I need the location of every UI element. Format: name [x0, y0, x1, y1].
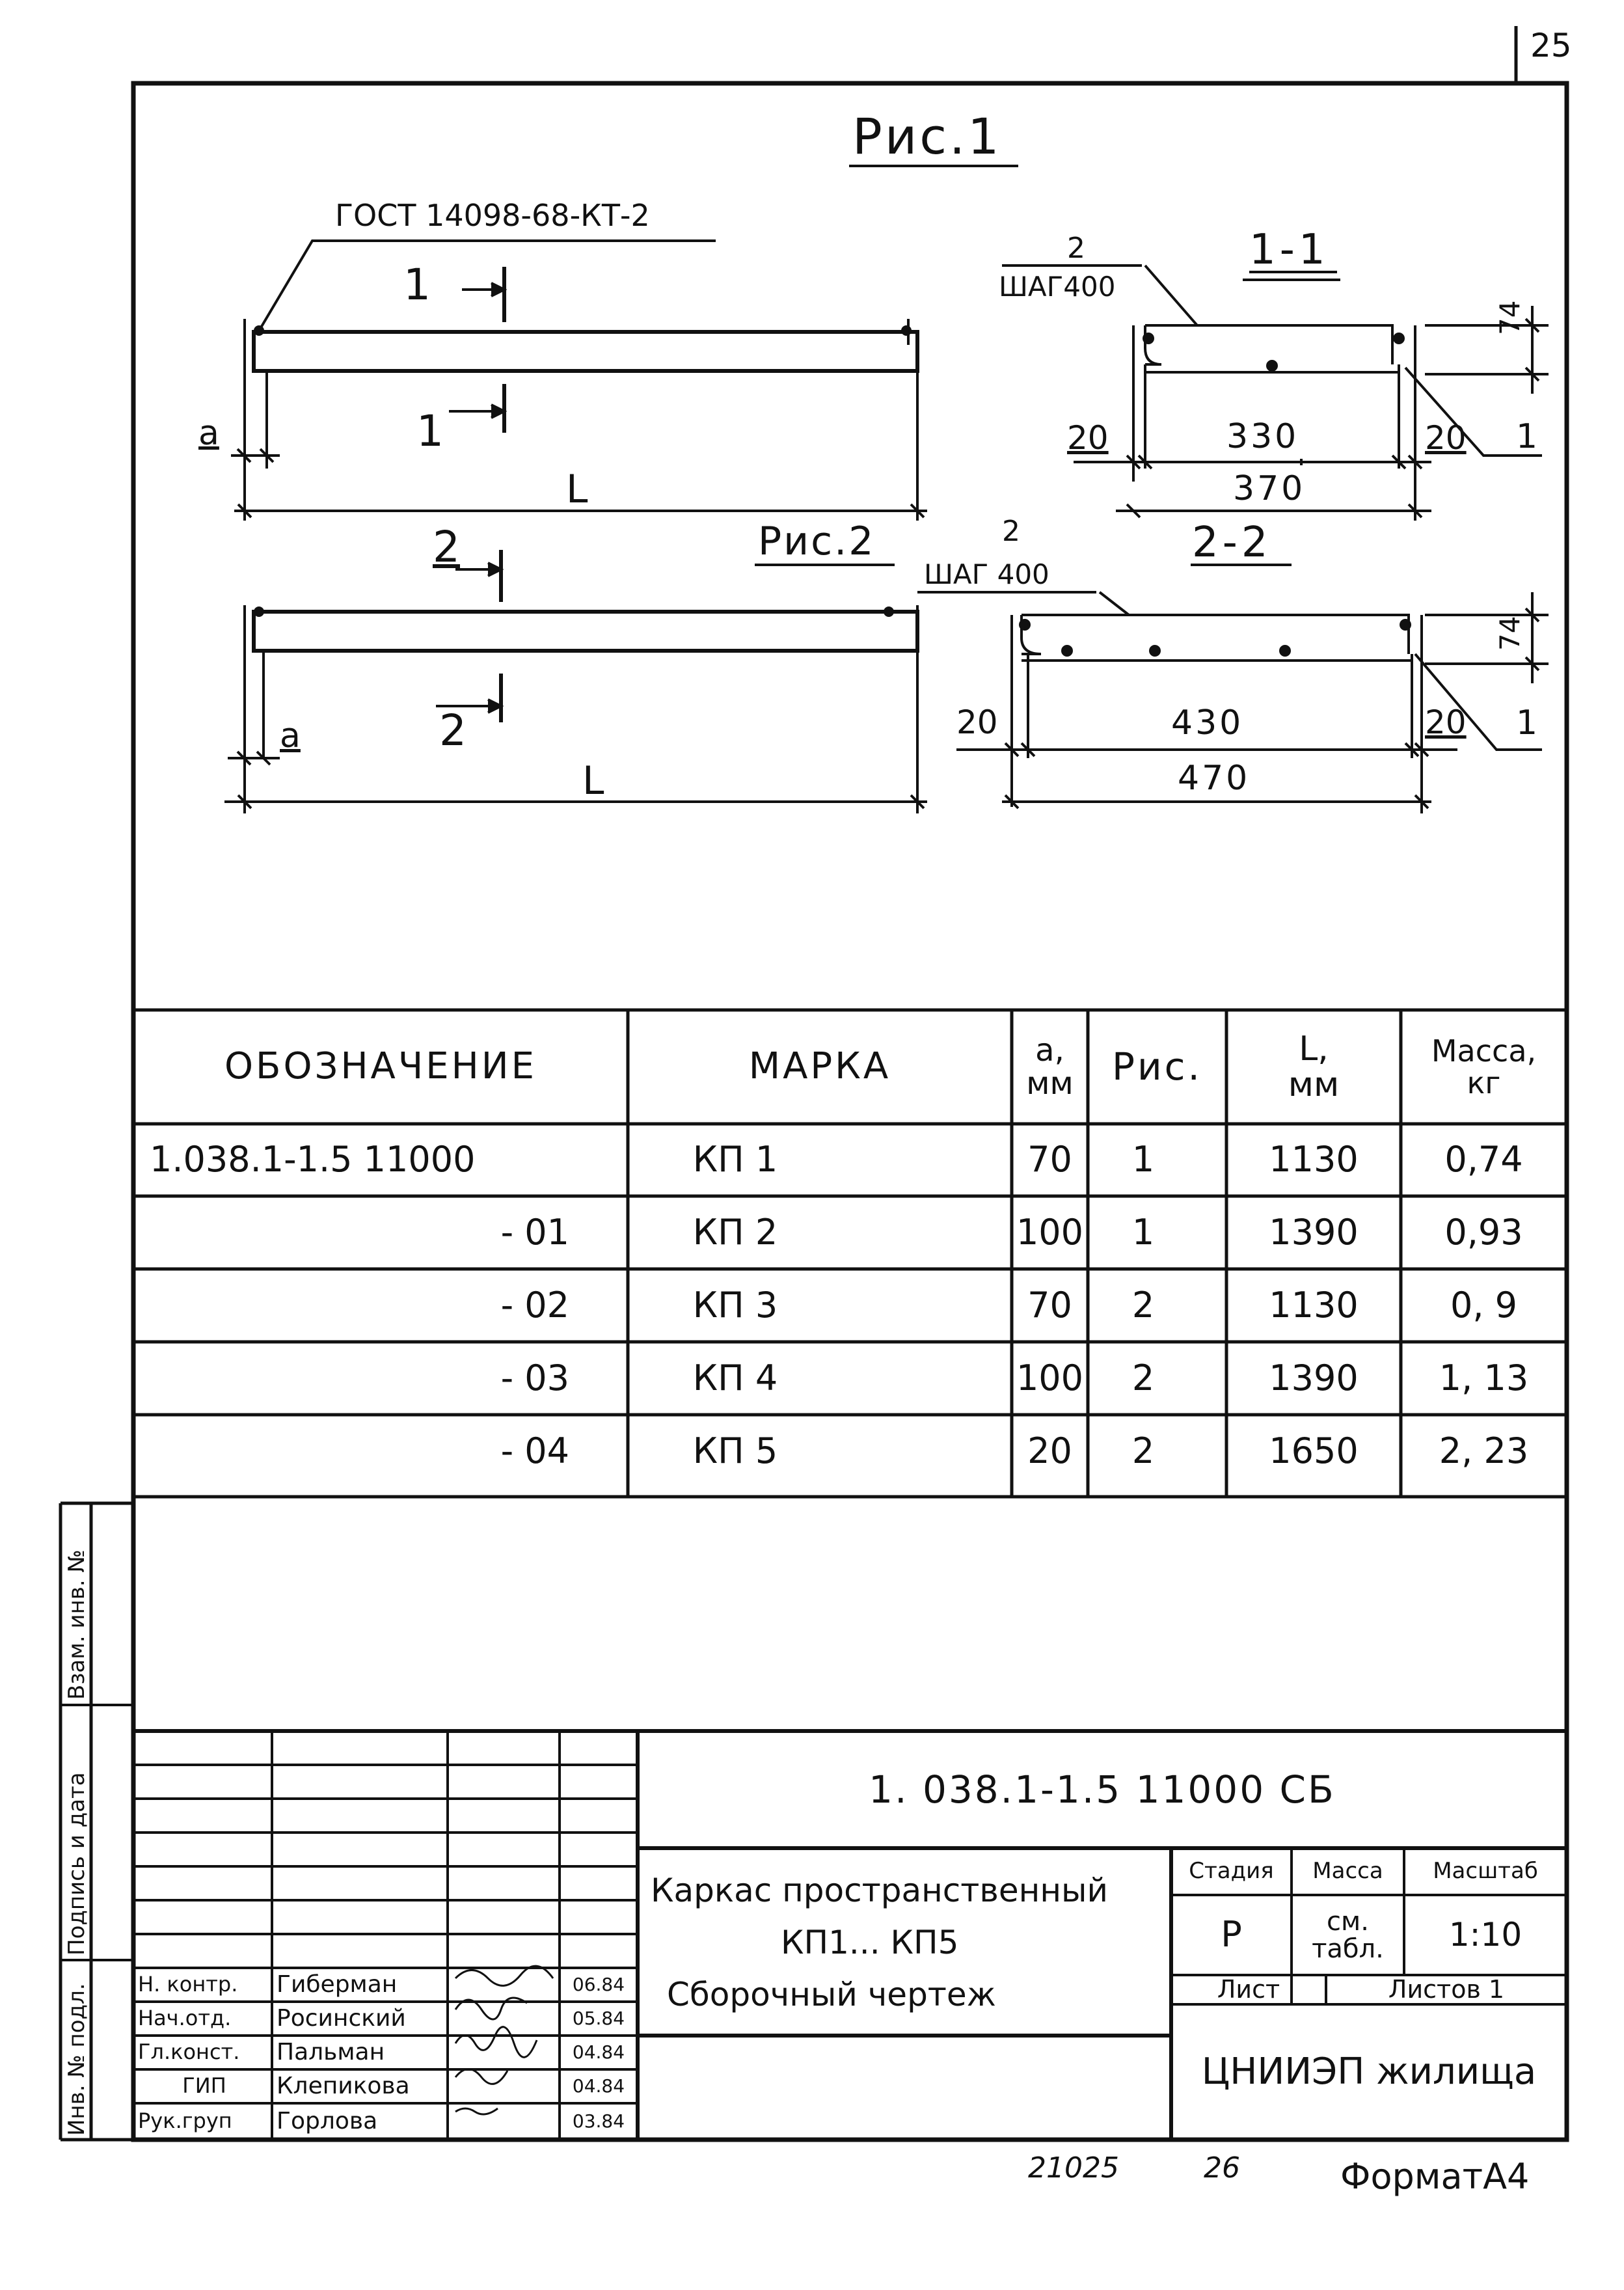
section-1-1-step: ШАГ400 [999, 271, 1116, 303]
stamp-inv-original: Инв. № подл. [64, 1983, 90, 2136]
stage-value: Р [1221, 1914, 1242, 1956]
product-name-line-1: Каркас пространственный [651, 1872, 1109, 1909]
gost-label: ГОСТ 14098-68-КТ-2 [335, 198, 650, 233]
fig1-cut-top-label: 1 [403, 260, 431, 310]
section-2-2-right-item: 1 [1516, 703, 1538, 743]
signer-3-role: Гл.конст. [138, 2039, 240, 2065]
section-1-1-inner: 330 [1226, 417, 1299, 456]
footer-format: ФорматА4 [1340, 2156, 1530, 2197]
signer-2-date: 05.84 [572, 2008, 625, 2030]
fig1-dim-a: a [198, 414, 219, 453]
header-fig: Рис. [1112, 1044, 1202, 1089]
document-code: 1. 038.1-1.5 11000 СБ [869, 1767, 1336, 1812]
signer-5-name: Горлова [277, 2108, 378, 2135]
section-1-1-right-item: 1 [1516, 417, 1538, 456]
section-1-1-left-gap: 20 [1067, 419, 1109, 457]
header-a [1012, 1010, 1088, 1124]
row-2-a: 100 [1016, 1211, 1084, 1253]
section-1-1-item: 2 [1067, 232, 1085, 265]
section-2-2-step: ШАГ 400 [924, 558, 1049, 590]
footer-page-number: 26 [1204, 2151, 1240, 2185]
row-3-mass: 0, 9 [1450, 1284, 1518, 1326]
signer-2-role: Нач.отд. [138, 2006, 232, 2031]
scale-label: Масштаб [1433, 1858, 1538, 1885]
section-2-2-overall: 470 [1178, 759, 1251, 798]
header-a-unit: мм [1026, 1065, 1074, 1102]
sheet-label: Лист [1217, 1974, 1280, 2004]
section-1-1-right-gap: 20 [1425, 419, 1467, 457]
row-3-mark: КП 3 [692, 1284, 778, 1326]
sheets-count: Листов 1 [1388, 1974, 1505, 2004]
signer-3-name: Пальман [277, 2039, 385, 2066]
row-5-fig: 2 [1131, 1430, 1155, 1471]
row-4-mark: КП 4 [692, 1357, 778, 1398]
signer-4-date: 04.84 [572, 2075, 625, 2097]
header-mark: МАРКА [748, 1045, 891, 1088]
row-3-designation: - 02 [500, 1284, 569, 1326]
row-5-mark: КП 5 [692, 1430, 778, 1471]
header-mass-label: Масса, [1431, 1033, 1537, 1069]
mass-value-line-2: табл. [1312, 1933, 1384, 1964]
signer-1-role: Н. контр. [138, 1972, 238, 1997]
organization-name: ЦНИИЭП жилища [1201, 2050, 1537, 2093]
section-2-2-left-gap: 20 [956, 703, 998, 741]
fig2-elevation [224, 550, 927, 813]
row-4-L: 1390 [1269, 1357, 1359, 1398]
page-corner-number: 25 [1530, 27, 1572, 64]
figure-2-title: Рис.2 [758, 519, 876, 564]
mass-value-line-1: см. [1327, 1906, 1369, 1937]
row-4-a: 100 [1016, 1357, 1084, 1398]
mass-value [1292, 1895, 1404, 1975]
section-2-2-right-gap: 20 [1425, 703, 1467, 741]
product-name-line-2: КП1... КП5 [781, 1924, 959, 1961]
row-5-a: 20 [1027, 1430, 1072, 1471]
stage-label: Стадия [1189, 1858, 1274, 1885]
row-3-a: 70 [1027, 1284, 1072, 1326]
mass-label: Масса [1312, 1858, 1383, 1885]
section-2-2-item: 2 [1002, 515, 1020, 548]
section-2-2-title: 2-2 [1192, 519, 1272, 567]
row-5-L: 1650 [1269, 1430, 1359, 1471]
signer-5-role: Рук.груп [138, 2108, 232, 2134]
signer-4-role: ГИП [182, 2073, 226, 2099]
stamp-sign-date: Подпись и дата [64, 1772, 90, 1956]
fig1-cut-bottom-label: 1 [416, 406, 444, 456]
header-a-symbol: a, [1035, 1032, 1064, 1069]
row-2-mark: КП 2 [692, 1211, 778, 1253]
row-4-fig: 2 [1131, 1357, 1155, 1398]
scale-value: 1:10 [1448, 1916, 1522, 1954]
signer-5-date: 03.84 [572, 2110, 625, 2133]
section-1-1-height: 74 [1494, 300, 1526, 335]
figure-1-title: Рис.1 [852, 107, 1002, 165]
row-2-fig: 1 [1131, 1211, 1155, 1253]
handwritten-signatures [455, 1966, 553, 2114]
header-mass-unit: кг [1467, 1065, 1501, 1100]
fig1-dim-L: L [566, 467, 588, 512]
row-1-mark: КП 1 [692, 1139, 778, 1180]
row-3-L: 1130 [1269, 1284, 1359, 1326]
row-5-designation: - 04 [500, 1430, 569, 1471]
stamp-replace-inv: Взам. инв. № [64, 1549, 90, 1700]
header-mass [1401, 1010, 1567, 1124]
fig2-cut-top-label: 2 [433, 522, 460, 572]
product-name-line-3: Сборочный чертеж [667, 1976, 996, 2013]
row-3-fig: 2 [1131, 1284, 1155, 1326]
row-4-designation: - 03 [500, 1357, 569, 1398]
signer-2-name: Росинский [277, 2005, 406, 2032]
fig2-dim-L: L [582, 758, 604, 804]
row-1-fig: 1 [1131, 1139, 1155, 1180]
row-2-L: 1390 [1269, 1211, 1359, 1253]
header-L-unit: мм [1288, 1065, 1340, 1104]
row-2-mass: 0,93 [1444, 1211, 1523, 1253]
section-1-1-overall: 370 [1233, 469, 1306, 508]
section-2-2-height: 74 [1494, 616, 1526, 651]
fig2-cut-bottom-label: 2 [439, 705, 467, 756]
row-5-mass: 2, 23 [1439, 1430, 1529, 1471]
signer-1-date: 06.84 [572, 1974, 625, 1996]
row-2-designation: - 01 [500, 1211, 569, 1253]
section-2-2-inner: 430 [1171, 703, 1244, 743]
signer-1-name: Гиберман [277, 1971, 398, 1998]
row-1-designation: 1.038.1-1.5 11000 [150, 1139, 476, 1180]
footer-inventory-number: 21025 [1028, 2151, 1119, 2185]
header-L [1226, 1010, 1401, 1124]
section-1-1-title: 1-1 [1249, 226, 1329, 274]
row-4-mass: 1, 13 [1439, 1357, 1529, 1398]
signer-4-name: Клепикова [277, 2073, 410, 2100]
fig2-dim-a: a [280, 716, 301, 756]
row-1-L: 1130 [1269, 1139, 1359, 1180]
row-1-mass: 0,74 [1444, 1139, 1523, 1180]
signer-3-date: 04.84 [572, 2041, 625, 2064]
row-1-a: 70 [1027, 1139, 1072, 1180]
header-L-symbol: L, [1299, 1029, 1329, 1069]
header-designation: ОБОЗНАЧЕНИЕ [224, 1045, 537, 1088]
